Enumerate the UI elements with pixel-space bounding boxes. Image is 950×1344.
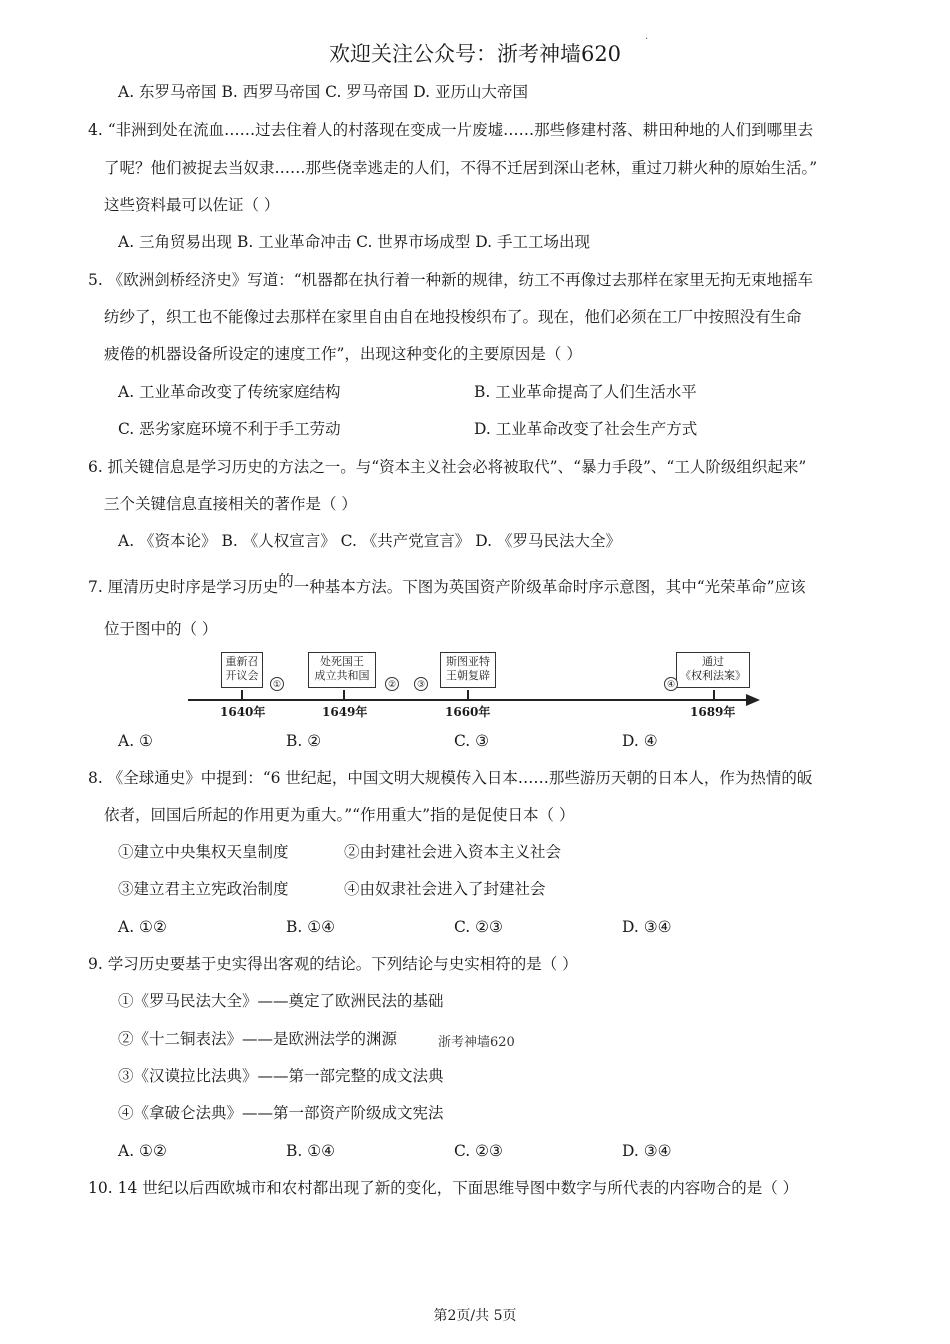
page-number-footer: 第2页/共 5页 [433,1308,517,1324]
box2-line1: 处死国王 [320,655,364,668]
event-box-parliament [221,652,263,688]
q3-options: A. 东罗马帝国 B. 西罗马帝国 C. 罗马帝国 D. 亚历山大帝国 [118,83,528,101]
q4-line3: 这些资料最可以佐证（ ） [104,196,280,214]
marker-3: ③ [414,677,428,691]
q5-option-b: B. 工业革命提高了人们生活水平 [474,383,697,401]
q4-options: A. 三角贸易出现 B. 工业革命冲击 C. 世界市场成型 D. 手工工场出现 [118,233,590,251]
event-box-republic [308,652,376,688]
q8-option-a: A. ①② [118,918,167,936]
q5-line3: 疲倦的机器设备所设定的速度工作”，出现这种变化的主要原因是（ ） [104,345,582,363]
tick-1660 [467,690,469,700]
q9-option-b: B. ①④ [286,1142,336,1160]
q4-line2: 了呢？他们被捉去当奴隶……那些侥幸逃走的人们，不得不迁居到深山老林，重过刀耕火种的原始生活。” [104,159,818,177]
q9-item2: ②《十二铜表法》——是欧洲法学的渊源 [118,1030,398,1048]
q4-line1: 4. “非洲到处在流血……过去住着人的村落现在变成一片废墟……那些修建村落、耕田种地的人们到哪里去 [88,121,814,139]
tick-1640 [241,690,243,700]
box3-line2: 王朝复辟 [446,669,490,682]
header-mark: · [645,34,649,45]
q9-item4: ④《拿破仑法典》——第一部资产阶级成文宪法 [118,1104,444,1122]
q5-option-a: A. 工业革命改变了传统家庭结构 [118,383,341,401]
timeline-arrow [746,694,760,706]
revolution-timeline [180,648,770,724]
q7-line1-a: 7. 厘清历史时序是学习历史 [88,578,279,596]
q7-option-d: D. ④ [622,732,658,750]
q10-line1: 10. 14 世纪以后西欧城市和农村都出现了新的变化，下面思维导图中数字与所代表的内容吻合的是（ ） [88,1179,799,1197]
q8-option-c: C. ②③ [454,918,503,936]
q6-line2: 三个关键信息直接相关的著作是（ ） [104,495,357,513]
year-1640: 1640年 [220,705,266,719]
q8-item2: ②由封建社会进入资本主义社会 [344,843,562,861]
box4-line2: 《权利法案》 [680,669,746,682]
inline-watermark: 浙考神墙620 [438,1035,515,1050]
q6-line1: 6. 抓关键信息是学习历史的方法之一。与“资本主义社会必将被取代”、“暴力手段”、“工人阶级组织起来” [88,458,807,476]
q8-option-b: B. ①④ [286,918,336,936]
q7-option-c: C. ③ [454,732,490,750]
q9-option-c: C. ②③ [454,1142,503,1160]
event-box-restoration [440,652,496,688]
q6-options: A. 《资本论》 B. 《人权宣言》 C. 《共产党宣言》 D. 《罗马民法大全》 [118,532,621,550]
q8-line1: 8. 《全球通史》中提到：“6 世纪起，中国文明大规模传入日本……那些游历天朝的日本人，作为热情的皈 [88,769,813,787]
q7-line1-c: 一种基本方法。下图为英国资产阶级革命时序示意图，其中“光荣革命”应该 [293,578,806,596]
marker-4: ④ [664,677,678,691]
year-1689: 1689年 [690,705,736,719]
year-1660: 1660年 [445,705,491,719]
q8-item1: ①建立中央集权天皇制度 [118,843,289,861]
q7-line1-b: 的 [278,572,294,590]
q7-line1 [88,572,806,597]
marker-2: ② [385,677,399,691]
year-1649: 1649年 [322,705,368,719]
q7-option-b: B. ② [286,732,322,750]
tick-1689 [713,690,715,700]
q9-option-a: A. ①② [118,1142,167,1160]
box4-line1: 通过 [702,655,724,668]
box1-line1: 重新召 [225,655,259,668]
q9-option-d: D. ③④ [622,1142,672,1160]
q8-item3: ③建立君主立宪政治制度 [118,880,289,898]
q9-item1: ①《罗马民法大全》——奠定了欧洲民法的基础 [118,992,444,1010]
q5-option-d: D. 工业革命改变了社会生产方式 [474,420,698,438]
tick-1649 [343,690,345,700]
box2-line2: 成立共和国 [314,669,370,682]
q5-line2: 纺纱了，织工也不能像过去那样在家里自由自在地投梭织布了。现在，他们必须在工厂中按照没有生命 [104,308,802,326]
q8-option-d: D. ③④ [622,918,672,936]
q9-item3: ③《汉谟拉比法典》——第一部完整的成文法典 [118,1067,444,1085]
marker-1: ① [270,677,284,691]
q7-line2: 位于图中的（ ） [104,620,218,638]
q8-item4: ④由奴隶社会进入了封建社会 [344,880,546,898]
q7-option-a: A. ① [118,732,153,750]
q9-line1: 9. 学习历史要基于史实得出客观的结论。下列结论与史实相符的是（ ） [88,955,578,973]
box1-line2: 开议会 [225,669,259,682]
q5-option-c: C. 恶劣家庭环境不利于手工劳动 [118,420,341,438]
box3-line1: 斯图亚特 [446,655,490,668]
page-header-title: 欢迎关注公众号：浙考神墙620 [328,42,622,66]
q8-line2: 依者，回国后所起的作用更为重大。”“作用重大”指的是促使日本（ ） [104,806,575,824]
event-box-bill-of-rights [676,652,750,688]
q5-line1: 5. 《欧洲剑桥经济史》写道：“机器都在执行着一种新的规律，纺工不再像过去那样在家里无拘无束地摇车 [88,271,814,289]
